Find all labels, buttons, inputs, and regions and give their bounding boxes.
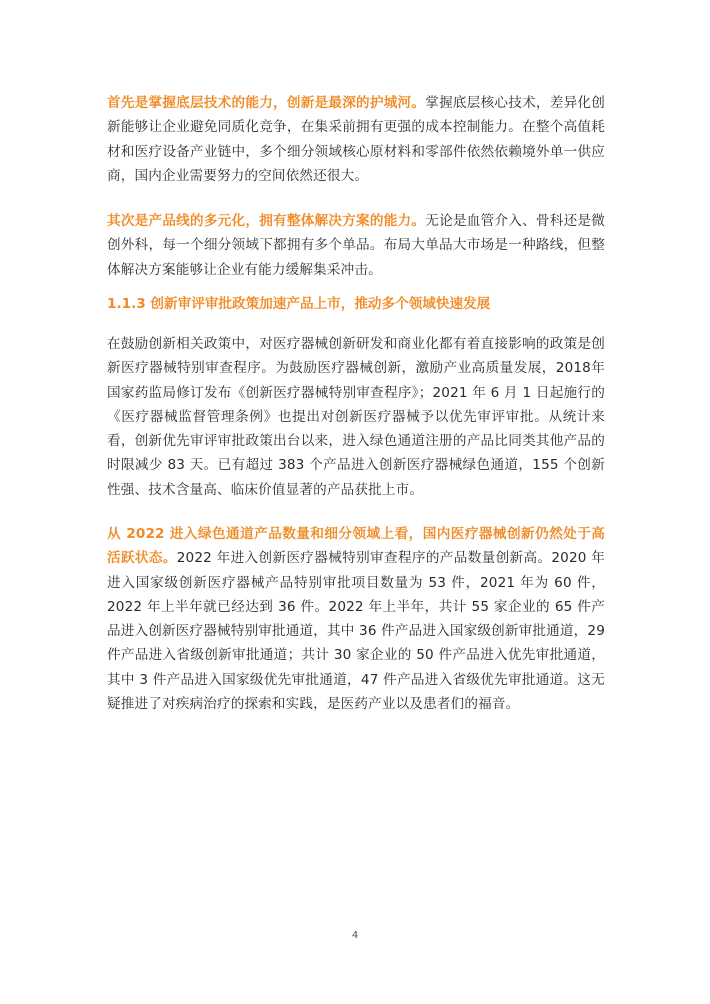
paragraph-text: 掌握底层核心技术，差异化创新能够让企业避免同质化竞争，在集采前拥有更强的成本控制能力。在整个高值耗材和医疗设备产业链中，多个细分领域核心原材料和零部件依然依赖境外单一供应商，国内企业需要努力的空间依然还很大。	[107, 95, 606, 184]
paragraph-lead: 从 2022 进入绿色通道产品数量和细分领域上看，国内医疗器械创新仍然处于高活跃状态。	[107, 526, 605, 567]
paragraph-text: 在鼓励创新相关政策中，对医疗器械创新研发和商业化都有着直接影响的政策是创新医疗器械特别审查程序。为鼓励医疗器械创新，激励产业高质量发展，2018年国家药监局修订发布《创新医疗器械特别审查程序》；2021 年 6 月 1 日起施行的《医疗器械监督管理条例》也提出对创新医疗器械予以优先审评审批。从统计来看，创新优先审评审批政策出台以来，进入绿色通道注册的产品比同类其他产品的时限减少 83 天。已有超过 383 个产品进入创新医疗器械绿色通道，155 个创新性强、技术含量高、临床价值显著的产品获批上市。	[107, 336, 605, 498]
page-number: 4	[351, 930, 359, 941]
paragraph-green-channel	[107, 522, 605, 716]
paragraph-core-technology	[107, 91, 605, 188]
paragraph-text: 2022 年进入创新医疗器械特别审查程序的产品数量创新高。2020 年进入国家级创新医疗器械产品特别审批项目数量为 53 件，2021 年为 60 件，2022 年上半年就已经达到 36 件。2022 年上半年，共计 55 家企业的 65 件产品进入创新医疗器械特别审批通道，其中 36 件产品进入国家级创新审批通道，29 件产品进入省级创新审批通道；共计 30 家企业的 50 件产品进入优先审批通道，其中 3 件产品进入国家级优先审批通道，47 件产品进入省级优先审批通道。这无疑推进了对疾病治疗的探索和实践，是医药产业以及患者们的福音。	[107, 550, 605, 713]
paragraph-lead: 首先是掌握底层技术的能力，创新是最深的护城河。	[107, 95, 426, 111]
paragraph-policy	[107, 332, 605, 502]
paragraph-product-line	[107, 209, 605, 282]
paragraph-text: 无论是血管介入、骨科还是微创外科，每一个细分领域下都拥有多个单品。布局大单品大市场是一种路线，但整体解决方案能够让企业有能力缓解集采冲击。	[107, 213, 606, 278]
section-heading: 1.1.3 创新审评审批政策加速产品上市，推动多个领域快速发展	[107, 296, 491, 312]
paragraph-lead: 其次是产品线的多元化，拥有整体解决方案的能力。	[107, 213, 426, 229]
